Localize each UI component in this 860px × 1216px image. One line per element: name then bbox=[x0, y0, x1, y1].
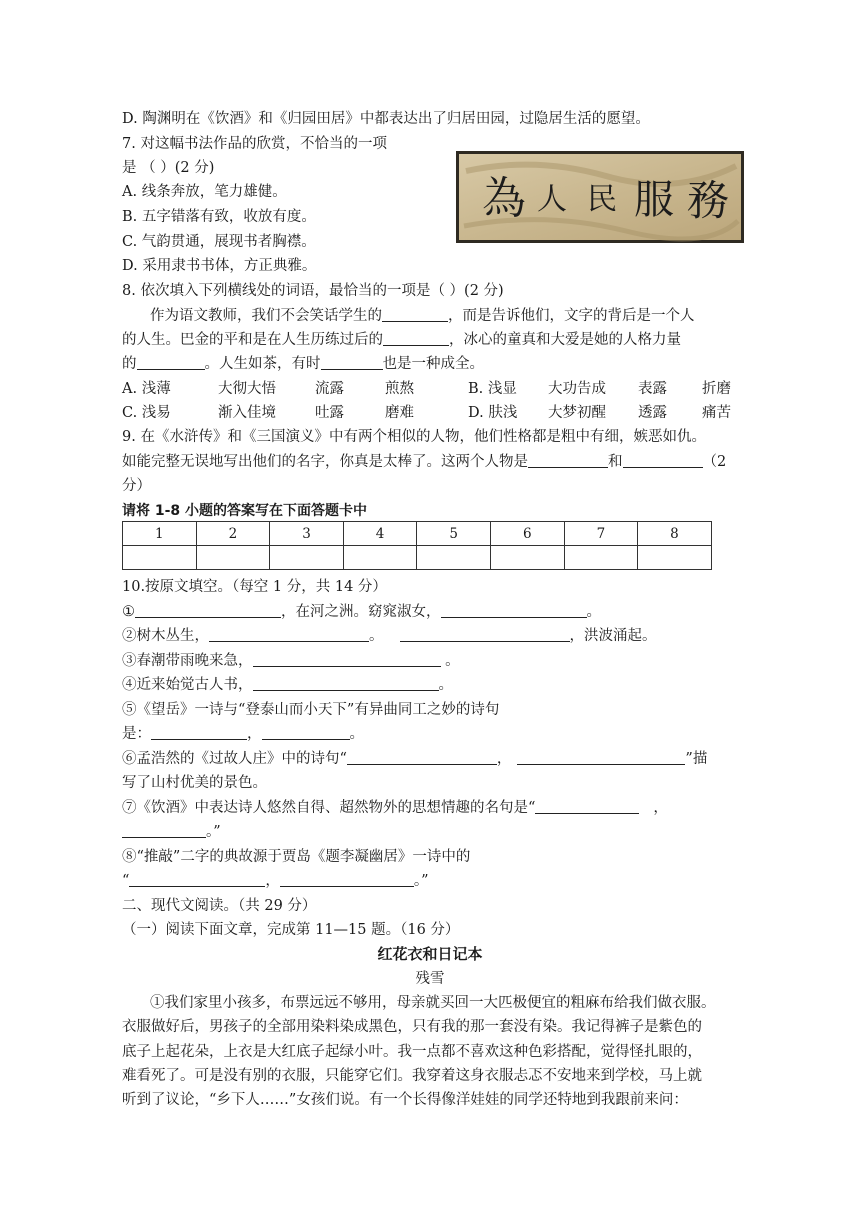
answer-cell-8[interactable] bbox=[638, 546, 712, 570]
q10-item-7-line2: 。” bbox=[122, 820, 221, 844]
q8-option-a-word2: 大彻大悟 bbox=[218, 381, 276, 397]
answer-cell-2[interactable] bbox=[196, 546, 270, 570]
answer-card-header: 4 bbox=[343, 522, 417, 546]
q8-option-b-word3: 表露 bbox=[638, 381, 667, 397]
q8-passage-line3: 的 。人生如茶，有时 也是一种成全。 bbox=[122, 352, 484, 376]
article-paragraph-line: ①我们家里小孩多，布票远远不够用，母亲就买回一大匹极便宜的粗麻布给我们做衣服。 bbox=[150, 995, 716, 1011]
q8-option-b-word2: 大功告成 bbox=[548, 381, 606, 397]
q8-option-b-word4: 折磨 bbox=[702, 381, 731, 397]
answer-card-table bbox=[122, 521, 712, 570]
article-title: 红花衣和日记本 bbox=[377, 945, 483, 963]
q8-passage-line1: 作为语文教师，我们不会笑话学生的 ，而是告诉他们，文字的背后是一个人 bbox=[150, 304, 695, 328]
q10-item-3: ③春潮带雨晚来急， 。 bbox=[122, 649, 460, 673]
q8-option-b-label: B. 浅显 bbox=[468, 381, 517, 397]
answer-card-header: 6 bbox=[490, 522, 564, 546]
q8-stem: 8. 依次填入下列横线处的词语，最恰当的一项是（ ）(2 分) bbox=[122, 283, 504, 299]
q8-option-d-word4: 痛苦 bbox=[702, 405, 731, 421]
calligraphy-char-2: 人 bbox=[537, 182, 567, 217]
prev-option-d: D. 陶渊明在《饮酒》和《归园田居》中都表达出了归居田园，过隐居生活的愿望。 bbox=[122, 111, 650, 127]
q10-item-7-line1: ⑦《饮酒》中表达诗人悠然自得、超然物外的思想情趣的名句是“ ， bbox=[122, 796, 668, 820]
q8-option-d-word3: 透露 bbox=[638, 405, 667, 421]
calligraphy-char-4: 服 bbox=[634, 177, 674, 223]
q10-blank-7b[interactable] bbox=[122, 821, 206, 838]
article-paragraph-line: 衣服做好后，男孩子的全部用染料染成黑色，只有我的那一套没有染。我记得裤子是紫色的 bbox=[122, 1019, 702, 1035]
q8-blank-4[interactable] bbox=[321, 353, 383, 370]
q10-item-5-line2: 是： ， 。 bbox=[122, 722, 364, 746]
section2-subheading: （一）阅读下面文章，完成第 11—15 题。（16 分） bbox=[122, 922, 460, 938]
answer-card-answer-row bbox=[123, 546, 712, 570]
q9-blank-1[interactable] bbox=[528, 451, 608, 468]
q8-option-d-word2: 大梦初醒 bbox=[548, 405, 606, 421]
q8-option-d-label: D. 肤浅 bbox=[468, 405, 518, 421]
q10-blank-2a[interactable] bbox=[209, 625, 369, 642]
calligraphy-char-3: 民 bbox=[587, 182, 617, 217]
q8-option-c-word3: 吐露 bbox=[315, 405, 344, 421]
q10-blank-8b[interactable] bbox=[280, 870, 414, 887]
q9-stem-line1: 9. 在《水浒传》和《三国演义》中有两个相似的人物，他们性格都是粗中有细，嫉恶如仇。 bbox=[122, 429, 706, 445]
q10-item-8-line2: “ ， 。” bbox=[122, 869, 429, 893]
answer-cell-7[interactable] bbox=[564, 546, 638, 570]
answer-cell-3[interactable] bbox=[270, 546, 344, 570]
answer-card-header: 5 bbox=[417, 522, 491, 546]
answer-card-header-row bbox=[123, 522, 712, 546]
q9-blank-2[interactable] bbox=[623, 451, 703, 468]
answer-card-header: 1 bbox=[123, 522, 197, 546]
q10-blank-2b[interactable] bbox=[400, 625, 570, 642]
article-paragraph-line: 听到了议论，“乡下人……”女孩们说。有一个长得像洋娃娃的同学还特地到我跟前来问： bbox=[122, 1092, 688, 1108]
q10-blank-1b[interactable] bbox=[441, 601, 587, 618]
q10-blank-8a[interactable] bbox=[129, 870, 265, 887]
q10-item-6-line2: 写了山村优美的景色。 bbox=[122, 775, 267, 791]
q8-option-a-label: A. 浅薄 bbox=[122, 381, 171, 397]
q10-item-1: ① ，在河之洲。窈窕淑女， 。 bbox=[122, 600, 601, 624]
q8-option-c-label: C. 浅易 bbox=[122, 405, 171, 421]
answer-cell-6[interactable] bbox=[490, 546, 564, 570]
answer-card-header: 3 bbox=[270, 522, 344, 546]
q10-item-8-line1: ⑧“推敲”二字的典故源于贾岛《题李凝幽居》一诗中的 bbox=[122, 849, 471, 865]
q7-stem-line1: 7. 对这幅书法作品的欣赏，不恰当的一项 bbox=[122, 136, 387, 152]
q9-stem-line3: 分） bbox=[122, 478, 151, 494]
q8-blank-3[interactable] bbox=[137, 353, 205, 370]
calligraphy-image bbox=[456, 151, 744, 243]
q10-item-5-line1: ⑤《望岳》一诗与“登泰山而小天下”有异曲同工之妙的诗句 bbox=[122, 702, 500, 718]
q7-option-a: A. 线条奔放，笔力雄健。 bbox=[122, 184, 287, 200]
section2-heading: 二、现代文阅读。（共 29 分） bbox=[122, 898, 317, 914]
article-paragraph-line: 底子上起花朵，上衣是大红底子起绿小叶。我一点都不喜欢这种色彩搭配，觉得怪扎眼的， bbox=[122, 1044, 702, 1060]
calligraphy-char-5: 務 bbox=[686, 176, 730, 225]
answer-card-header: 2 bbox=[196, 522, 270, 546]
answer-card-title: 请将 1-8 小题的答案写在下面答题卡中 bbox=[122, 503, 368, 519]
q7-option-b: B. 五字错落有致，收放有度。 bbox=[122, 209, 316, 225]
q10-blank-5b[interactable] bbox=[262, 723, 350, 740]
answer-cell-5[interactable] bbox=[417, 546, 491, 570]
q10-blank-7a[interactable] bbox=[535, 797, 639, 814]
q7-option-d: D. 采用隶书书体，方正典雅。 bbox=[122, 258, 317, 274]
q10-blank-3[interactable] bbox=[253, 650, 441, 667]
q8-blank-1[interactable] bbox=[382, 305, 448, 322]
answer-card-header: 7 bbox=[564, 522, 638, 546]
q10-blank-6a[interactable] bbox=[347, 748, 497, 765]
article-author: 残雪 bbox=[415, 971, 445, 987]
q8-option-c-word2: 渐入佳境 bbox=[218, 405, 276, 421]
q10-item-4: ④近来始觉古人书， 。 bbox=[122, 673, 453, 697]
q10-stem: 10.按原文填空。（每空 1 分，共 14 分） bbox=[122, 579, 387, 595]
q10-item-2: ②树木丛生， 。 ，洪波涌起。 bbox=[122, 624, 657, 648]
q7-stem-line2: 是 （ ）(2 分) bbox=[122, 160, 215, 176]
q10-blank-1a[interactable] bbox=[135, 601, 281, 618]
q8-option-a-word3: 流露 bbox=[315, 381, 344, 397]
q10-item-6-line1: ⑥孟浩然的《过故人庄》中的诗句“ ， ”描 bbox=[122, 747, 707, 771]
answer-cell-1[interactable] bbox=[123, 546, 197, 570]
q10-blank-6b[interactable] bbox=[517, 748, 685, 765]
article-paragraph-line: 难看死了。可是没有别的衣服，只能穿它们。我穿着这身衣服忐忑不安地来到学校，马上就 bbox=[122, 1068, 702, 1084]
q8-passage-line2: 的人生。巴金的平和是在人生历练过后的 ，冰心的童真和大爱是她的人格力量 bbox=[122, 328, 681, 352]
answer-cell-4[interactable] bbox=[343, 546, 417, 570]
calligraphy-char-1: 為 bbox=[482, 173, 526, 224]
answer-card-header: 8 bbox=[638, 522, 712, 546]
q8-option-c-word4: 磨难 bbox=[385, 405, 414, 421]
q8-blank-2[interactable] bbox=[383, 329, 449, 346]
q8-option-a-word4: 煎熬 bbox=[385, 381, 414, 397]
q7-option-c: C. 气韵贯通，展现书者胸襟。 bbox=[122, 234, 316, 250]
q10-blank-5a[interactable] bbox=[151, 723, 247, 740]
q9-stem-line2: 如能完整无误地写出他们的名字，你真是太棒了。这两个人物是 和 （2 bbox=[122, 450, 726, 474]
q10-blank-4[interactable] bbox=[253, 674, 439, 691]
